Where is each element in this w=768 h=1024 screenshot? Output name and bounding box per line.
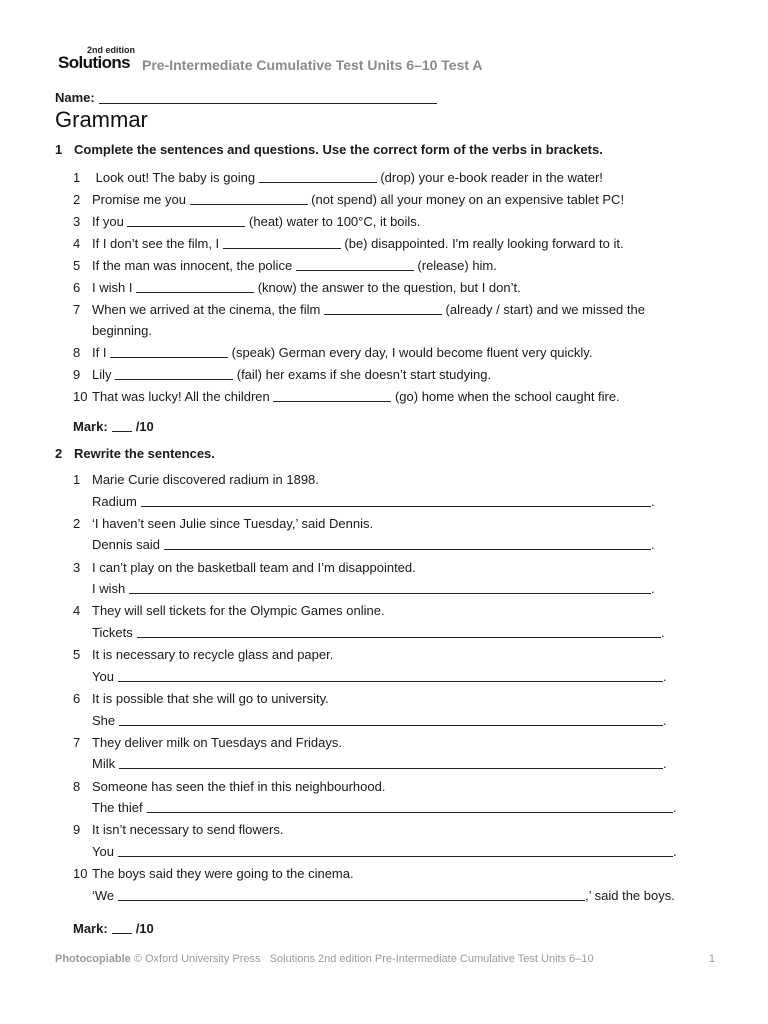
item-number: 8 — [73, 778, 81, 794]
rewrite-end: . — [651, 537, 655, 553]
rewrite-end: . — [673, 843, 677, 859]
mark-total: /10 — [135, 921, 154, 936]
exercise2-item — [73, 732, 342, 753]
rewrite-row — [92, 491, 655, 512]
rewrite-row — [92, 710, 667, 731]
item-number: 6 — [73, 280, 81, 295]
item-text-after: (know) the answer to the question, but I don’t. — [254, 280, 521, 295]
brand-logo: Solutions — [58, 53, 131, 72]
exercise2-instruction — [55, 446, 215, 461]
item-sentence: Marie Curie discovered radium in 1898. — [92, 472, 319, 487]
rewrite-row — [92, 753, 667, 774]
item-number: 2 — [73, 515, 81, 531]
answer-blank[interactable] — [127, 214, 245, 227]
exercise1-item — [73, 299, 645, 320]
answer-blank[interactable] — [136, 280, 254, 293]
item-number: 7 — [73, 302, 81, 317]
page-number: 1 — [708, 953, 715, 965]
exercise2-mark — [73, 921, 154, 936]
rewrite-end: . — [663, 756, 667, 772]
answer-line[interactable] — [137, 625, 661, 638]
rewrite-end: . — [663, 712, 667, 728]
exercise1-item — [73, 189, 624, 210]
photocopiable-label: Photocopiable — [55, 953, 131, 965]
answer-line[interactable] — [118, 888, 585, 901]
exercise1-item — [73, 277, 521, 298]
rewrite-start: She — [92, 712, 116, 728]
rewrite-start: You — [92, 843, 114, 859]
item-sentence: It is necessary to recycle glass and paper. — [92, 647, 334, 663]
rewrite-row — [92, 885, 675, 906]
item-text-after: (release) him. — [413, 258, 497, 273]
rewrite-start: The thief — [92, 800, 143, 816]
exercise2-item — [73, 644, 333, 665]
mark-field[interactable] — [112, 420, 132, 432]
name-row — [55, 90, 437, 105]
answer-line[interactable] — [118, 844, 673, 857]
item-text-before: That was lucky! All the children — [92, 389, 274, 404]
answer-blank[interactable] — [190, 192, 308, 205]
item-text-before: Promise me you — [92, 192, 190, 207]
rewrite-end: ,’ said the boys. — [585, 887, 675, 903]
rewrite-row — [92, 578, 655, 599]
item-number: 3 — [73, 214, 81, 229]
item-sentence: They will sell tickets for the Olympic Games online. — [92, 603, 385, 619]
rewrite-end: . — [651, 581, 655, 597]
rewrite-end: . — [673, 800, 677, 816]
item-number: 5 — [73, 258, 81, 273]
exercise1-item — [73, 233, 624, 254]
rewrite-row — [92, 534, 655, 555]
item-number: 8 — [73, 345, 81, 360]
answer-line[interactable] — [129, 581, 651, 594]
item-number: 2 — [73, 192, 81, 207]
item-text-after: (speak) German every day, I would become fluent very quickly. — [228, 345, 593, 360]
exercise2-item — [73, 469, 319, 490]
item-text-after: (be) disappointed. I'm really looking forward to it. — [340, 236, 624, 251]
answer-line[interactable] — [164, 537, 651, 550]
item-text-before: If I — [92, 345, 111, 360]
exercise1-item — [73, 255, 497, 276]
exercise1-item — [73, 167, 603, 188]
item-number: 9 — [73, 367, 81, 382]
exercise-number: 1 — [55, 142, 63, 157]
item-number: 9 — [73, 822, 81, 838]
exercise2-item — [73, 557, 416, 578]
answer-blank[interactable] — [223, 236, 341, 249]
rewrite-end: . — [663, 668, 667, 684]
item-text-after: (already / start) and we missed the — [441, 302, 645, 317]
instruction-text: Complete the sentences and questions. Use the correct form of the verbs in brackets. — [74, 142, 603, 157]
answer-line[interactable] — [119, 756, 663, 769]
item-number: 5 — [73, 647, 81, 663]
header — [58, 44, 738, 76]
item-text-before: Lily — [92, 367, 116, 382]
publisher-label: © Oxford University Press — [133, 953, 261, 965]
rewrite-row — [92, 622, 665, 643]
mark-field[interactable] — [112, 922, 132, 934]
item-number: 1 — [73, 472, 81, 487]
item-text-before: If I don’t see the film, I — [92, 236, 223, 251]
item-text-before: If you — [92, 214, 128, 229]
edition-label: 2nd edition — [87, 45, 135, 55]
item-text-after: (fail) her exams if she doesn’t start studying. — [233, 367, 492, 382]
exercise1-item — [73, 342, 592, 363]
item-number: 10 — [73, 866, 88, 882]
item-sentence: ‘I haven’t seen Julie since Tuesday,’ said Dennis. — [92, 515, 374, 531]
answer-line[interactable] — [119, 713, 663, 726]
name-label: Name: — [55, 90, 95, 105]
rewrite-end: . — [651, 493, 655, 509]
rewrite-start: I wish — [92, 581, 126, 597]
item-number: 7 — [73, 734, 81, 750]
answer-blank[interactable] — [259, 170, 377, 183]
item-number: 4 — [73, 236, 81, 251]
item-number: 1 — [73, 170, 81, 185]
item-number: 4 — [73, 603, 81, 619]
exercise2-item — [73, 776, 385, 797]
item-sentence: The boys said they were going to the cinema. — [92, 866, 354, 882]
rewrite-row — [92, 841, 677, 862]
item-text-before: Look out! The baby is going — [92, 170, 259, 185]
item-sentence: They deliver milk on Tuesdays and Fridays. — [92, 734, 342, 750]
item-sentence: Someone has seen the thief in this neighbourhood. — [92, 778, 386, 794]
exercise2-item — [73, 863, 354, 884]
rewrite-end: . — [661, 624, 665, 640]
exercise2-item — [73, 513, 373, 534]
item-sentence: I can’t play on the basketball team and I’m disappointed. — [92, 559, 416, 575]
exercise1-item — [73, 211, 420, 232]
rewrite-start: ‘We — [92, 887, 115, 903]
item-number: 6 — [73, 691, 81, 706]
rewrite-start: You — [92, 668, 114, 684]
exercise1-mark — [73, 419, 154, 434]
exercise1-item — [73, 386, 620, 407]
exercise1-item-continuation: beginning. — [92, 323, 152, 338]
rewrite-row — [92, 666, 667, 687]
answer-line[interactable] — [141, 494, 651, 507]
section-title: Grammar — [55, 107, 148, 132]
answer-blank[interactable] — [115, 367, 233, 380]
rewrite-start: Milk — [92, 756, 116, 772]
rewrite-start: Dennis said — [92, 537, 160, 553]
rewrite-row — [92, 797, 677, 818]
item-sentence: It isn’t necessary to send flowers. — [92, 822, 284, 838]
item-sentence: It is possible that she will go to university. — [92, 691, 329, 706]
test-label: Pre-Intermediate Cumulative Test Units 6–10 — [374, 953, 594, 965]
test-title: Pre-Intermediate Cumulative Test Units 6–10 Test A — [142, 57, 483, 73]
answer-blank[interactable] — [273, 389, 391, 402]
exercise2-item — [73, 819, 283, 840]
book-label: Solutions 2nd edition — [269, 953, 372, 965]
instruction-text: Rewrite the sentences. — [74, 446, 215, 461]
mark-total: /10 — [135, 419, 154, 434]
item-text-after: (go) home when the school caught fire. — [391, 389, 620, 404]
item-text-after: (not spend) all your money on an expensive tablet PC! — [307, 192, 625, 207]
name-field[interactable] — [99, 91, 437, 104]
item-number: 3 — [73, 559, 81, 575]
exercise1-item — [73, 364, 491, 385]
answer-line[interactable] — [118, 669, 663, 682]
answer-blank[interactable] — [324, 302, 442, 315]
mark-label: Mark: — [73, 419, 108, 434]
footer — [55, 953, 715, 965]
rewrite-start: Radium — [92, 493, 137, 509]
rewrite-start: Tickets — [92, 624, 133, 640]
item-text-before: If the man was innocent, the police — [92, 258, 296, 273]
item-number: 10 — [73, 389, 88, 404]
exercise1-instruction — [55, 142, 603, 157]
answer-blank[interactable] — [110, 345, 228, 358]
answer-blank[interactable] — [296, 258, 414, 271]
item-text-after: (drop) your e-book reader in the water! — [376, 170, 603, 185]
exercise2-item — [73, 688, 329, 709]
item-text-before: I wish I — [92, 280, 137, 295]
answer-line[interactable] — [147, 800, 673, 813]
mark-label: Mark: — [73, 921, 108, 936]
exercise2-item — [73, 600, 385, 621]
item-text-after: (heat) water to 100°C, it boils. — [245, 214, 421, 229]
item-text-before: When we arrived at the cinema, the film — [92, 302, 324, 317]
exercise-number: 2 — [55, 446, 63, 461]
